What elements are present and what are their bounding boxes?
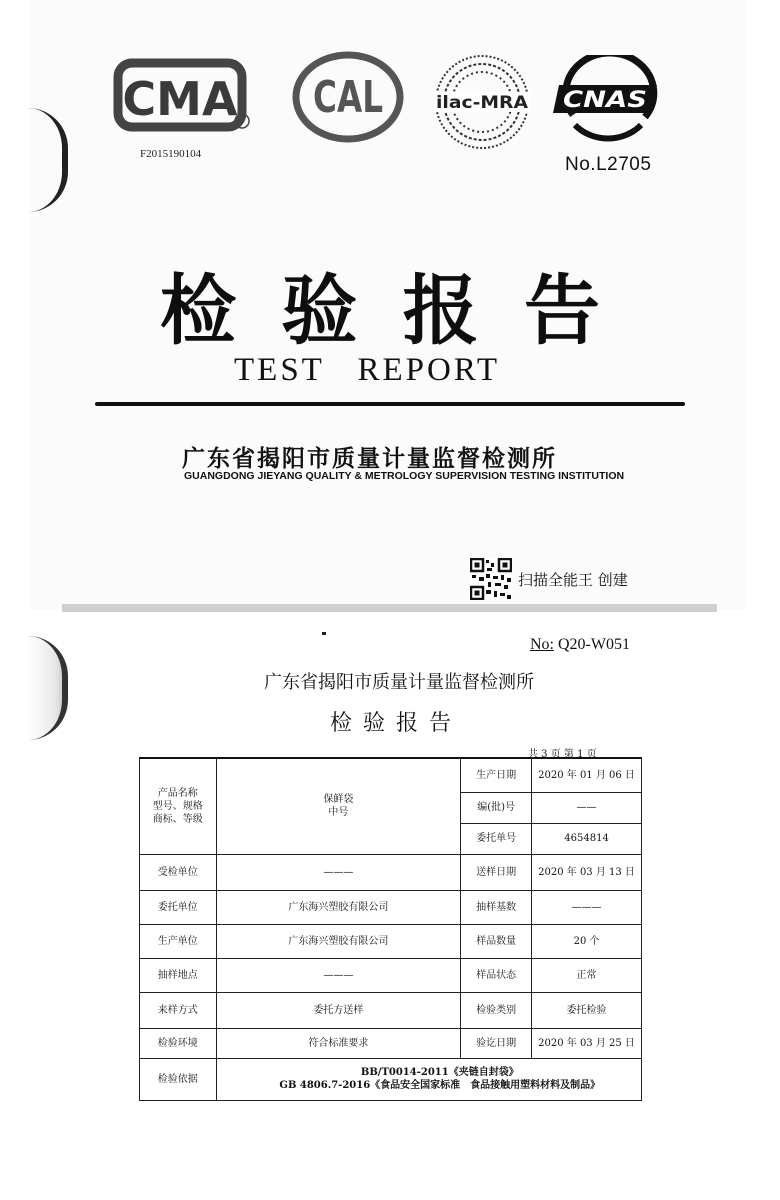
cal-logo-text: CAL	[313, 72, 383, 123]
basis-value	[216, 1058, 641, 1100]
page-count: 共 3 页 第 1 页	[528, 749, 597, 760]
order-value: 4654814	[532, 823, 642, 854]
report-info-table	[139, 757, 642, 1101]
inspected-unit-label: 受检单位	[140, 854, 217, 890]
qr-code-icon	[470, 558, 512, 600]
cover-title-char: 检	[160, 266, 236, 355]
institute-name-chinese: 广东省揭阳市质量计量监督检测所	[182, 446, 557, 472]
sampling-place-value: ———	[216, 958, 461, 992]
client-label: 委托单位	[140, 890, 217, 924]
scanner-text: 扫描全能王 创建	[518, 570, 628, 589]
finish-date-label: 验讫日期	[461, 1028, 532, 1058]
ilac-logo-text: ilac-MRA	[436, 93, 529, 113]
delivery-label: 来样方式	[140, 992, 217, 1028]
test-type-value: 委托检验	[532, 992, 642, 1028]
cal-logo	[288, 50, 408, 145]
basis-standard-1: BB/T0014-2011《夹链自封袋》	[360, 1067, 519, 1078]
page-institute-name: 广东省揭阳市质量计量监督检测所	[264, 672, 534, 693]
finish-date-value: 2020 年 03 月 25 日	[532, 1028, 642, 1058]
cover-title-char: 告	[523, 266, 600, 355]
cover-title	[160, 250, 600, 359]
cover-title-char: 验	[281, 266, 358, 355]
report-number-value: Q20-W051	[558, 636, 630, 653]
cma-logo-text: CMA	[122, 72, 238, 126]
cnas-logo	[553, 55, 663, 145]
cover-title-english: TEST REPORT	[234, 352, 501, 388]
svg-text:F: F	[239, 118, 245, 128]
producer-value: 广东海兴塑胶有限公司	[216, 924, 461, 958]
cnas-logo-text: CNAS	[563, 88, 647, 113]
env-label: 检验环境	[140, 1028, 217, 1058]
prod-date-value: 2020 年 01 月 06 日	[532, 758, 642, 792]
cma-logo	[110, 55, 250, 135]
scanner-watermark	[470, 558, 628, 600]
sample-qty-label: 样品数量	[461, 924, 532, 958]
sample-base-label: 抽样基数	[461, 890, 532, 924]
cover-title-char: 报	[402, 266, 479, 355]
cnas-registration-number: No.L2705	[565, 154, 652, 175]
sample-state-value: 正常	[532, 958, 642, 992]
env-value: 符合标准要求	[216, 1028, 461, 1058]
cma-certificate-code: F2015190104	[140, 148, 202, 160]
report-number	[530, 636, 630, 654]
product-label: 产品名称 型号、规格 商标、等级	[140, 758, 217, 854]
page-separator	[62, 604, 717, 612]
producer-label: 生产单位	[140, 924, 217, 958]
client-value: 广东海兴塑胶有限公司	[216, 890, 461, 924]
sample-base-value: ———	[532, 890, 642, 924]
order-label: 委托单号	[461, 823, 532, 854]
test-type-label: 检验类别	[461, 992, 532, 1028]
basis-label: 检验依据	[140, 1058, 217, 1100]
send-date-value: 2020 年 03 月 13 日	[532, 854, 642, 890]
institute-name-english: GUANGDONG JIEYANG QUALITY & METROLOGY SUPERVISION TESTING INSTITUTION	[184, 470, 625, 482]
send-date-label: 送样日期	[461, 854, 532, 890]
report-number-label: No:	[530, 636, 554, 653]
batch-value: ——	[532, 792, 642, 823]
product-value: 保鲜袋 中号	[216, 758, 461, 854]
inspected-unit-value: ———	[216, 854, 461, 890]
basis-standard-2: GB 4806.7-2016《食品安全国家标准 食品接触用塑料材料及制品》	[279, 1080, 601, 1091]
cover-divider	[95, 402, 685, 406]
page-title: 检验报告	[330, 711, 463, 736]
ink-speck	[322, 632, 326, 635]
prod-date-label: 生产日期	[461, 758, 532, 792]
sampling-place-label: 抽样地点	[140, 958, 217, 992]
sample-qty-value: 20 个	[532, 924, 642, 958]
sample-state-label: 样品状态	[461, 958, 532, 992]
ilac-mra-logo	[432, 50, 532, 155]
batch-label: 编(批)号	[461, 792, 532, 823]
delivery-value: 委托方送样	[216, 992, 461, 1028]
